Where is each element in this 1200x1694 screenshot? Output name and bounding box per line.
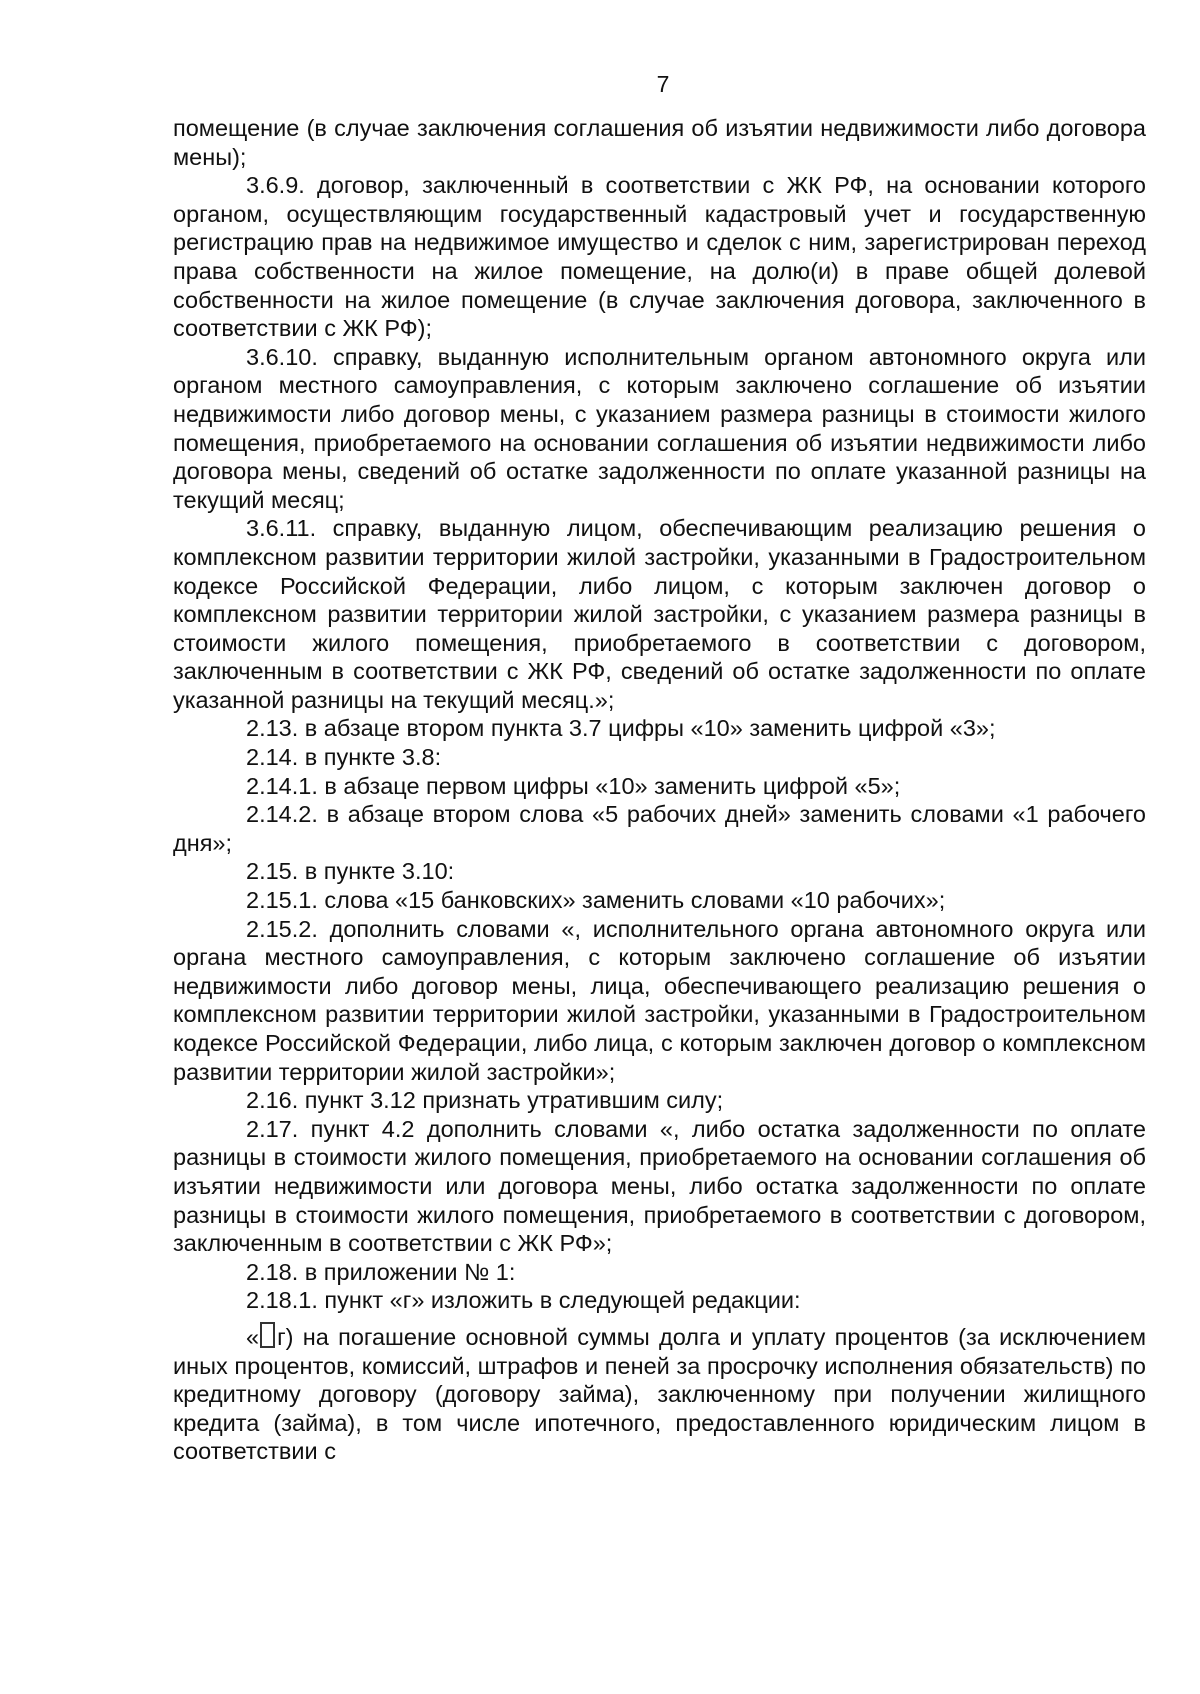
open-quote: «: [246, 1323, 260, 1350]
paragraph-quoted-g: [173, 1322, 1146, 1466]
paragraph-2-16: 2.16. пункт 3.12 признать утратившим силу;: [246, 1087, 724, 1114]
paragraph-3-6-10: 3.6.10. справку, выданную исполнительным органом автономного округа или органом местного самоуправления, с которым заключено соглашение об изъятии недвижимости либо договор мены, с указанием размера разницы в стоимости жилого помещения, приобретаемого на основании соглашения об изъятии недвижимости либо договора мены, сведений об остатке задолженности по оплате указанной разницы на текущий месяц;: [173, 343, 1146, 513]
paragraph-continuation: помещение (в случае заключения соглашения об изъятии недвижимости либо договора мены);: [173, 115, 1146, 170]
paragraph-2-18-1: 2.18.1. пункт «г» изложить в следующей редакции:: [246, 1287, 801, 1314]
paragraph-2-17: 2.17. пункт 4.2 дополнить словами «, либо остатка задолженности по оплате разницы в стоимости жилого помещения, приобретаемого на основании соглашения об изъятии недвижимости или договора мены, либо остатка задолженности по оплате разницы в стоимости жилого помещения, приобретаемого в соответствии с договором, заключенным в соответствии с ЖК РФ»;: [173, 1115, 1146, 1257]
paragraph-2-14-1: 2.14.1. в абзаце первом цифры «10» заменить цифрой «5»;: [246, 772, 901, 799]
paragraph-2-18: 2.18. в приложении № 1:: [246, 1258, 516, 1285]
quoted-g-text: г) на погашение основной суммы долга и уплату процентов (за исключением иных процентов, комиссий, штрафов и пеней за просрочку исполнения обязательств) по кредитному договору (договору займа), заключенному при получении жилищного кредита (займа), в том числе ипотечного, предоставленного юридическим лицом в соответствии с: [173, 1323, 1146, 1465]
paragraph-2-15-2: 2.15.2. дополнить словами «, исполнительного органа автономного округа или органа местного самоуправления, с которым заключено соглашение об изъятии недвижимости либо договор мены, лица, обеспечивающего реализацию решения о комплексном развитии территории жилой застройки, указанными в Градостроительном кодексе Российской Федерации, либо лица, с которым заключен договор о комплексном развитии территории жилой застройки»;: [173, 915, 1146, 1085]
paragraph-2-13: 2.13. в абзаце втором пункта 3.7 цифры «10» заменить цифрой «3»;: [246, 715, 996, 742]
paragraph-2-15: 2.15. в пункте 3.10:: [246, 858, 455, 885]
paragraph-2-14: 2.14. в пункте 3.8:: [246, 744, 442, 771]
page-number: 7: [656, 71, 670, 97]
missing-glyph-box-icon: [260, 1322, 275, 1348]
paragraph-3-6-9: 3.6.9. договор, заключенный в соответствии с ЖК РФ, на основании которого органом, осуществляющим государственный кадастровый учет и государственную регистрацию прав на недвижимое имущество и сделок с ним, зарегистрирован переход права собственности на жилое помещение, на долю(и) в праве общей долевой собственности на жилое помещение (в случае заключения договора, заключенного в соответствии с ЖК РФ);: [173, 172, 1146, 342]
paragraph-2-15-1: 2.15.1. слова «15 банковских» заменить словами «10 рабочих»;: [246, 887, 946, 914]
body-text: [173, 114, 1146, 1466]
paragraph-3-6-11: 3.6.11. справку, выданную лицом, обеспечивающим реализацию решения о комплексном развитии территории жилой застройки, указанными в Градостроительном кодексе Российской Федерации, либо лицом, с которым заключен договор о комплексном развитии территории жилой застройки, с указанием размера разницы в стоимости жилого помещения, приобретаемого в соответствии с договором, заключенным в соответствии с ЖК РФ, сведений об остатке задолженности по оплате указанной разницы на текущий месяц.»;: [173, 515, 1146, 713]
paragraph-2-14-2: 2.14.2. в абзаце втором слова «5 рабочих дней» заменить словами «1 рабочего дня»;: [173, 801, 1146, 856]
